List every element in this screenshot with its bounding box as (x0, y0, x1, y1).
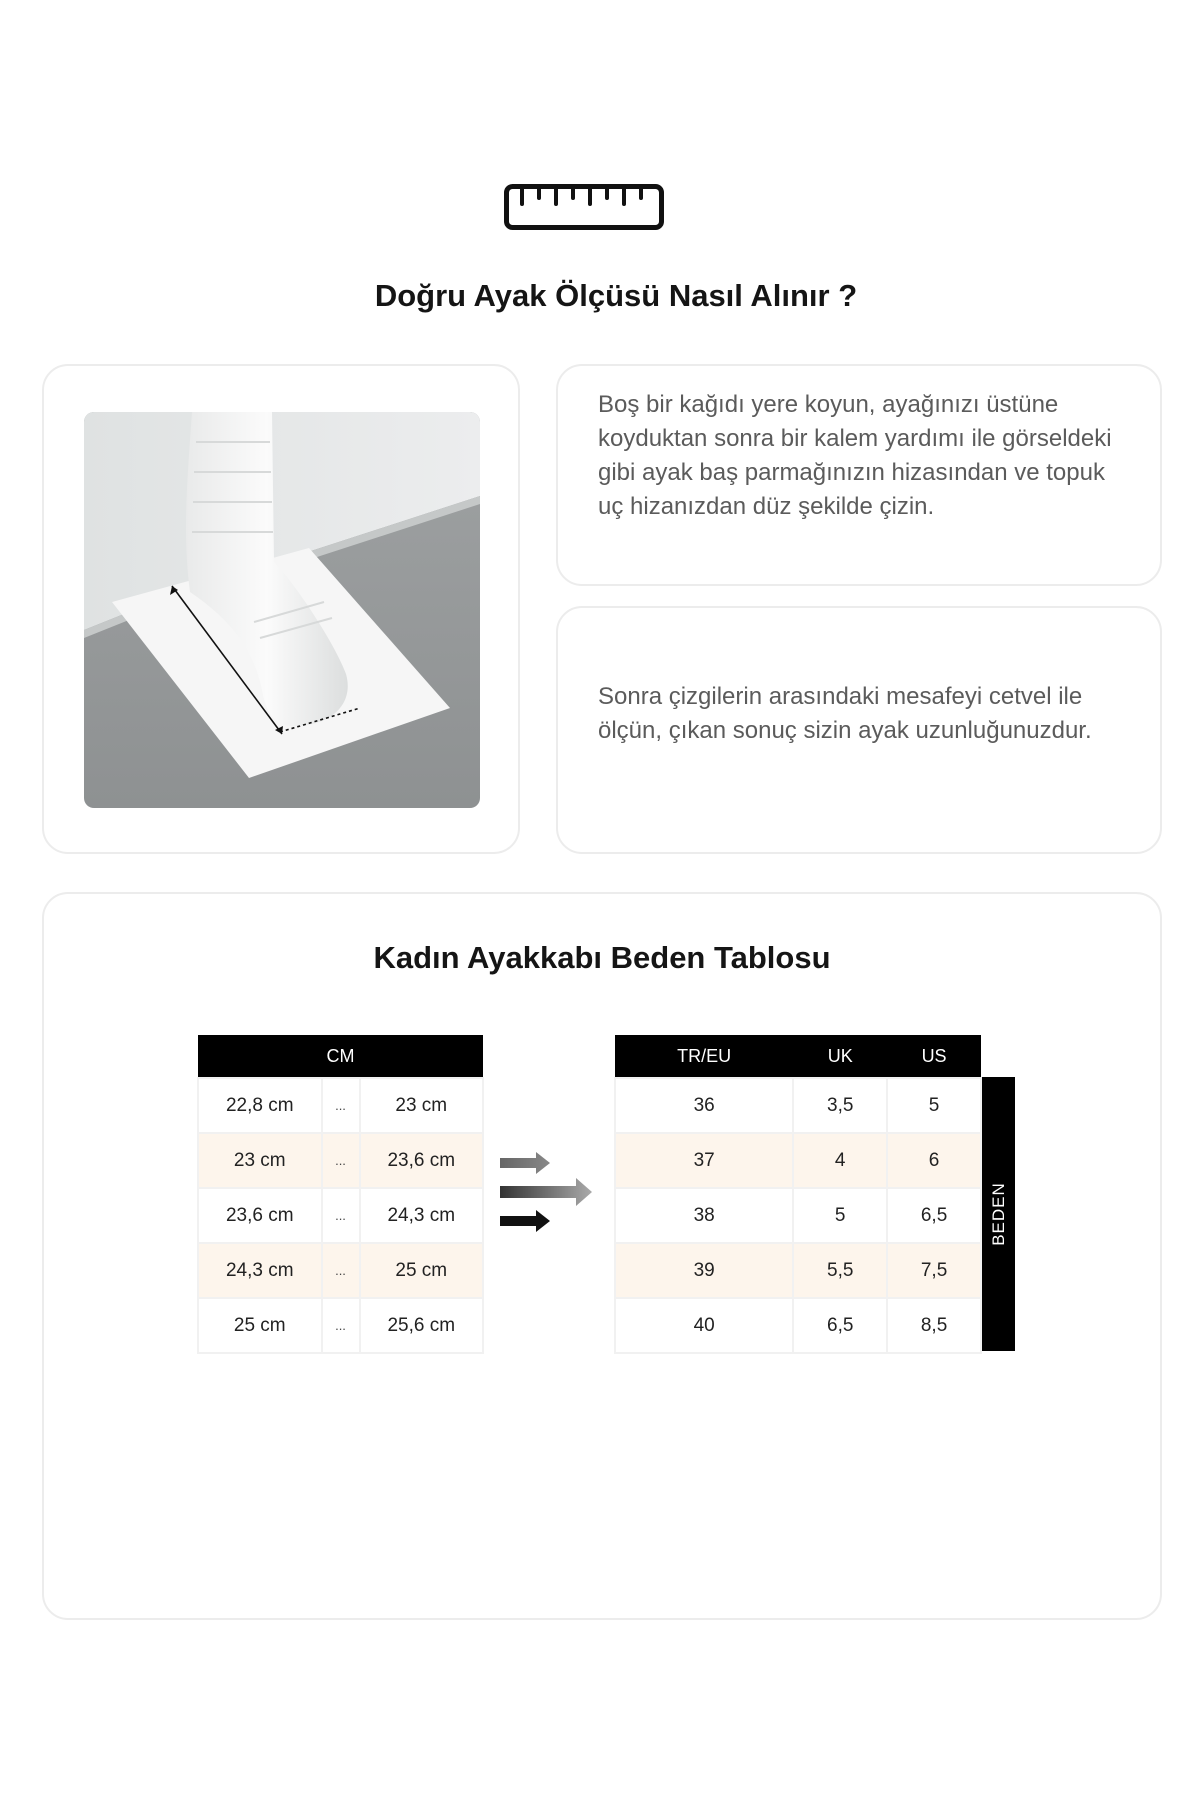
table-row (198, 1078, 483, 1133)
size-us: 6,5 (887, 1188, 981, 1243)
cm-to: 25,6 cm (360, 1298, 484, 1353)
ruler-icon (504, 184, 664, 230)
size-uk: 6,5 (793, 1298, 887, 1353)
instruction-step-1-card (556, 364, 1162, 586)
cm-separator: ... (322, 1078, 360, 1133)
size-chart-card (42, 892, 1162, 1620)
cm-separator: ... (322, 1133, 360, 1188)
size-uk: 5 (793, 1188, 887, 1243)
size-table (614, 1035, 982, 1354)
cm-table (197, 1035, 484, 1354)
cm-from: 24,3 cm (198, 1243, 322, 1298)
page-title: Doğru Ayak Ölçüsü Nasıl Alınır ? (374, 278, 858, 313)
size-tr-eu: 39 (615, 1243, 793, 1298)
photo-card (42, 364, 520, 854)
header-uk: UK (793, 1035, 887, 1078)
size-uk: 4 (793, 1133, 887, 1188)
size-uk: 5,5 (793, 1243, 887, 1298)
table-row (198, 1298, 483, 1353)
instruction-step-2: Sonra çizgilerin arasındaki mesafeyi cetvel ile ölçün, çıkan sonuç sizin ayak uzunluğunuzdur. (598, 683, 1092, 744)
header-tr-eu: TR/EU (615, 1035, 793, 1078)
foot-measurement-photo (84, 412, 480, 808)
size-us: 8,5 (887, 1298, 981, 1353)
cm-from: 23 cm (198, 1133, 322, 1188)
cm-from: 22,8 cm (198, 1078, 322, 1133)
header-us: US (887, 1035, 981, 1078)
cm-from: 25 cm (198, 1298, 322, 1353)
cm-to: 23,6 cm (360, 1133, 484, 1188)
size-uk: 3,5 (793, 1078, 887, 1133)
cm-separator: ... (322, 1188, 360, 1243)
table-row (615, 1133, 981, 1188)
table-row (198, 1133, 483, 1188)
cm-from: 23,6 cm (198, 1188, 322, 1243)
size-tr-eu: 38 (615, 1188, 793, 1243)
beden-side-bar (982, 1077, 1015, 1351)
table-row (615, 1078, 981, 1133)
instruction-step-2-card (556, 606, 1162, 854)
size-tr-eu: 37 (615, 1133, 793, 1188)
instruction-step-1: Boş bir kağıdı yere koyun, ayağınızı üstüne koyduktan sonra bir kalem yardımı ile görseldeki gibi ayak baş parmağınızın hizasından ve topuk uç hizanızdan düz şekilde çizin. (598, 391, 1112, 520)
cm-separator: ... (322, 1298, 360, 1353)
table-row (198, 1188, 483, 1243)
size-chart-title: Kadın Ayakkabı Beden Tablosu (373, 940, 831, 975)
cm-to: 25 cm (360, 1243, 484, 1298)
arrows-right-icon (500, 1152, 592, 1240)
table-row (615, 1188, 981, 1243)
table-row (615, 1298, 981, 1353)
size-us: 5 (887, 1078, 981, 1133)
size-us: 6 (887, 1133, 981, 1188)
cm-to: 24,3 cm (360, 1188, 484, 1243)
cm-separator: ... (322, 1243, 360, 1298)
beden-label: BEDEN (988, 1182, 1008, 1246)
size-us: 7,5 (887, 1243, 981, 1298)
cm-to: 23 cm (360, 1078, 484, 1133)
size-tr-eu: 36 (615, 1078, 793, 1133)
cm-header: CM (198, 1035, 483, 1078)
size-tr-eu: 40 (615, 1298, 793, 1353)
table-row (198, 1243, 483, 1298)
table-row (615, 1243, 981, 1298)
